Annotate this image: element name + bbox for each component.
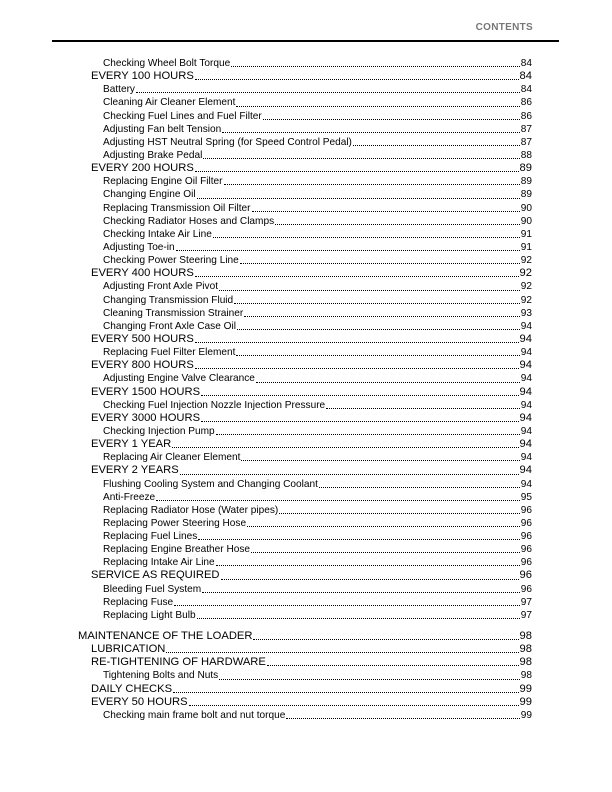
toc-entry-label: Replacing Transmission Oil Filter	[103, 202, 251, 214]
dot-leader	[256, 382, 520, 383]
toc-entry-label: Replacing Engine Oil Filter	[103, 176, 223, 188]
toc-entry[interactable]	[103, 254, 532, 267]
page-header-title: CONTENTS	[475, 22, 533, 33]
toc-section[interactable]	[91, 386, 532, 399]
dot-leader	[216, 434, 520, 435]
toc-entry-label: Changing Engine Oil	[103, 189, 196, 201]
dot-leader	[319, 487, 520, 488]
toc-entry[interactable]	[103, 294, 532, 307]
toc-entry-page: 86	[520, 110, 532, 122]
toc-entry[interactable]	[103, 504, 532, 517]
toc-entry-page: 92	[520, 255, 532, 267]
toc-entry-page: 89	[520, 176, 532, 188]
toc-entry-label: Checking main frame bolt and nut torque	[103, 709, 286, 721]
section-gap	[0, 622, 612, 630]
toc-entry[interactable]	[103, 491, 532, 504]
toc-section[interactable]	[91, 70, 532, 83]
dot-leader	[195, 368, 519, 369]
toc-entry-label: Anti-Freeze	[103, 491, 156, 503]
toc-entry-label: SERVICE AS REQUIRED	[91, 569, 220, 582]
toc-entry-label: EVERY 100 HOURS	[91, 70, 194, 83]
toc-entry-label: Checking Fuel Injection Nozzle Injection Pressure	[103, 399, 326, 411]
toc-entry-page: 98	[519, 630, 532, 643]
toc-entry[interactable]	[103, 149, 532, 162]
dot-leader	[166, 652, 518, 653]
dot-leader	[197, 618, 520, 619]
table-of-contents	[0, 57, 612, 722]
toc-entry-page: 86	[520, 97, 532, 109]
toc-entry-label: Adjusting Fan belt Tension	[103, 123, 222, 135]
toc-entry-page: 91	[520, 228, 532, 240]
toc-entry-page: 94	[519, 438, 532, 451]
toc-entry-page: 96	[520, 557, 532, 569]
dot-leader	[222, 132, 520, 133]
toc-section[interactable]	[91, 683, 532, 696]
dot-leader	[263, 119, 520, 120]
toc-entry-label: Adjusting Toe-in	[103, 241, 175, 253]
dot-leader	[224, 184, 520, 185]
dot-leader	[198, 539, 520, 540]
toc-entry-label: Checking Power Steering Line	[103, 255, 239, 267]
toc-entry-label: Replacing Air Cleaner Element	[103, 452, 241, 464]
toc-entry[interactable]	[103, 530, 532, 543]
toc-entry-label: Checking Injection Pump	[103, 425, 215, 437]
toc-entry-label: EVERY 400 HOURS	[91, 267, 194, 280]
toc-entry-label: EVERY 3000 HOURS	[91, 411, 201, 424]
toc-entry-page: 92	[519, 267, 532, 280]
toc-entry-page: 98	[519, 643, 532, 656]
toc-entry-label: Replacing Engine Breather Hose	[103, 544, 251, 556]
toc-section[interactable]	[91, 333, 532, 346]
dot-leader	[236, 106, 519, 107]
toc-entry[interactable]	[103, 709, 532, 722]
dot-leader	[353, 145, 520, 146]
toc-entry[interactable]	[103, 280, 532, 293]
toc-entry[interactable]	[103, 96, 532, 109]
toc-entry[interactable]	[103, 241, 532, 254]
dot-leader	[219, 679, 520, 680]
toc-entry-label: Replacing Intake Air Line	[103, 557, 215, 569]
toc-entry[interactable]	[103, 175, 532, 188]
toc-section[interactable]	[91, 412, 532, 425]
toc-entry-page: 94	[519, 411, 532, 424]
dot-leader	[174, 605, 520, 606]
toc-entry-page: 94	[520, 399, 532, 411]
dot-leader	[241, 460, 519, 461]
toc-section[interactable]	[91, 267, 532, 280]
toc-entry-label: Replacing Fuel Lines	[103, 531, 198, 543]
toc-section[interactable]	[78, 630, 532, 643]
dot-leader	[173, 692, 519, 693]
toc-entry-label: Replacing Radiator Hose (Water pipes)	[103, 504, 279, 516]
toc-entry-page: 99	[519, 695, 532, 708]
dot-leader	[221, 579, 519, 580]
toc-entry[interactable]	[103, 320, 532, 333]
toc-entry-label: Adjusting HST Neutral Spring (for Speed Control Pedal)	[103, 136, 352, 148]
toc-entry-page: 98	[519, 656, 532, 669]
dot-leader	[240, 263, 520, 264]
toc-entry[interactable]	[103, 669, 532, 682]
toc-section[interactable]	[91, 438, 532, 451]
toc-section[interactable]	[91, 656, 532, 669]
toc-entry-label: Changing Front Axle Case Oil	[103, 320, 236, 332]
dot-leader	[253, 639, 518, 640]
toc-entry-label: Cleaning Transmission Strainer	[103, 307, 244, 319]
toc-entry-page: 90	[520, 215, 532, 227]
toc-entry-label: Battery	[103, 84, 135, 96]
toc-entry-label: Adjusting Engine Valve Clearance	[103, 373, 255, 385]
toc-entry-label: Adjusting Front Axle Pivot	[103, 281, 219, 293]
toc-entry[interactable]	[103, 478, 532, 491]
toc-entry-page: 94	[519, 464, 532, 477]
dot-leader	[195, 342, 519, 343]
toc-entry-label: Replacing Fuel Filter Element	[103, 347, 236, 359]
toc-entry-page: 96	[520, 504, 532, 516]
toc-entry[interactable]	[103, 110, 532, 123]
toc-entry-page: 94	[520, 373, 532, 385]
toc-entry-page: 94	[520, 478, 532, 490]
dot-leader	[180, 474, 519, 475]
dot-leader	[195, 171, 519, 172]
dot-leader	[202, 592, 520, 593]
toc-entry[interactable]	[103, 228, 532, 241]
dot-leader	[275, 224, 520, 225]
toc-entry-label: Adjusting Brake Pedal	[103, 149, 203, 161]
toc-entry-page: 87	[520, 136, 532, 148]
toc-entry-page: 89	[519, 162, 532, 175]
toc-entry-page: 97	[520, 609, 532, 621]
dot-leader	[136, 92, 520, 93]
dot-leader	[203, 158, 519, 159]
toc-entry-page: 94	[520, 320, 532, 332]
toc-entry-label: EVERY 200 HOURS	[91, 162, 194, 175]
toc-entry-page: 95	[520, 491, 532, 503]
toc-entry-label: Checking Intake Air Line	[103, 228, 212, 240]
toc-entry[interactable]	[103, 307, 532, 320]
toc-section[interactable]	[91, 464, 532, 477]
toc-entry-page: 94	[519, 359, 532, 372]
toc-section[interactable]	[91, 696, 532, 709]
toc-entry[interactable]	[103, 372, 532, 385]
dot-leader	[326, 408, 520, 409]
toc-entry[interactable]	[103, 451, 532, 464]
toc-entry-label: Checking Fuel Lines and Fuel Filter	[103, 110, 262, 122]
toc-entry-page: 90	[520, 202, 532, 214]
dot-leader	[195, 276, 519, 277]
toc-entry-page: 96	[520, 583, 532, 595]
toc-entry-label: MAINTENANCE OF THE LOADER	[78, 630, 253, 643]
toc-entry[interactable]	[103, 596, 532, 609]
toc-entry[interactable]	[103, 425, 532, 438]
toc-entry-page: 96	[520, 531, 532, 543]
toc-entry[interactable]	[103, 123, 532, 136]
dot-leader	[286, 718, 519, 719]
toc-entry-page: 92	[520, 281, 532, 293]
toc-entry-label: Cleaning Air Cleaner Element	[103, 97, 236, 109]
toc-entry-page: 89	[520, 189, 532, 201]
toc-entry-page: 94	[520, 452, 532, 464]
dot-leader	[279, 513, 520, 514]
toc-entry-label: EVERY 2 YEARS	[91, 464, 179, 477]
toc-entry-label: EVERY 1 YEAR	[91, 438, 172, 451]
dot-leader	[219, 290, 520, 291]
toc-entry-label: EVERY 800 HOURS	[91, 359, 194, 372]
dot-leader	[172, 447, 518, 448]
toc-entry-page: 96	[519, 569, 532, 582]
dot-leader	[201, 421, 519, 422]
toc-entry[interactable]	[103, 543, 532, 556]
toc-entry-page: 99	[520, 709, 532, 721]
toc-entry-page: 88	[520, 149, 532, 161]
dot-leader	[216, 565, 520, 566]
dot-leader	[195, 79, 519, 80]
dot-leader	[267, 665, 519, 666]
toc-entry[interactable]	[103, 188, 532, 201]
toc-entry-page: 96	[520, 544, 532, 556]
toc-entry-page: 87	[520, 123, 532, 135]
dot-leader	[237, 329, 520, 330]
toc-entry-page: 98	[520, 670, 532, 682]
toc-entry-label: Replacing Light Bulb	[103, 609, 196, 621]
dot-leader	[197, 198, 520, 199]
toc-entry-label: Flushing Cooling System and Changing Coolant	[103, 478, 318, 490]
toc-entry-label: EVERY 500 HOURS	[91, 332, 194, 345]
toc-entry-page: 97	[520, 596, 532, 608]
toc-section[interactable]	[91, 569, 532, 582]
toc-section[interactable]	[91, 359, 532, 372]
toc-entry-label: Tightening Bolts and Nuts	[103, 670, 219, 682]
toc-entry[interactable]	[103, 609, 532, 622]
toc-entry-label: RE-TIGHTENING OF HARDWARE	[91, 656, 266, 669]
toc-entry-page: 94	[519, 332, 532, 345]
dot-leader	[176, 250, 520, 251]
toc-entry-page: 84	[520, 58, 532, 69]
toc-entry-page: 99	[519, 682, 532, 695]
toc-entry[interactable]	[103, 202, 532, 215]
toc-section[interactable]	[91, 643, 532, 656]
toc-entry-page: 92	[520, 294, 532, 306]
toc-entry-page: 84	[520, 84, 532, 96]
toc-entry[interactable]	[103, 556, 532, 569]
toc-entry-label: Checking Wheel Bolt Torque	[103, 58, 231, 69]
toc-entry[interactable]	[103, 215, 532, 228]
toc-entry-label: LUBRICATION	[91, 643, 166, 656]
dot-leader	[201, 395, 519, 396]
toc-entry-label: DAILY CHECKS	[91, 682, 173, 695]
toc-entry-label: EVERY 50 HOURS	[91, 695, 188, 708]
toc-entry[interactable]	[103, 399, 532, 412]
dot-leader	[247, 526, 520, 527]
toc-entry-page: 94	[520, 425, 532, 437]
toc-entry-label: Replacing Power Steering Hose	[103, 517, 247, 529]
toc-entry-label: Changing Transmission Fluid	[103, 294, 234, 306]
dot-leader	[156, 500, 520, 501]
toc-entry-page: 93	[520, 307, 532, 319]
toc-entry-label: EVERY 1500 HOURS	[91, 385, 201, 398]
toc-entry-label: Replacing Fuse	[103, 596, 174, 608]
toc-entry[interactable]	[103, 517, 532, 530]
toc-entry-label: Bleeding Fuel System	[103, 583, 202, 595]
toc-entry[interactable]	[103, 346, 532, 359]
toc-entry-page: 84	[519, 70, 532, 83]
toc-entry[interactable]	[103, 57, 532, 70]
dot-leader	[189, 705, 519, 706]
dot-leader	[244, 316, 520, 317]
dot-leader	[213, 237, 520, 238]
dot-leader	[251, 552, 520, 553]
dot-leader	[234, 303, 520, 304]
toc-entry[interactable]	[103, 83, 532, 96]
toc-entry-page: 94	[520, 347, 532, 359]
toc-entry-page: 96	[520, 517, 532, 529]
toc-entry-page: 91	[520, 241, 532, 253]
toc-entry-page: 94	[519, 385, 532, 398]
toc-section[interactable]	[91, 162, 532, 175]
toc-entry[interactable]	[103, 136, 532, 149]
toc-entry-label: Checking Radiator Hoses and Clamps	[103, 215, 275, 227]
toc-entry[interactable]	[103, 583, 532, 596]
header-rule	[52, 40, 559, 42]
dot-leader	[252, 211, 520, 212]
dot-leader	[231, 66, 520, 67]
dot-leader	[236, 355, 519, 356]
